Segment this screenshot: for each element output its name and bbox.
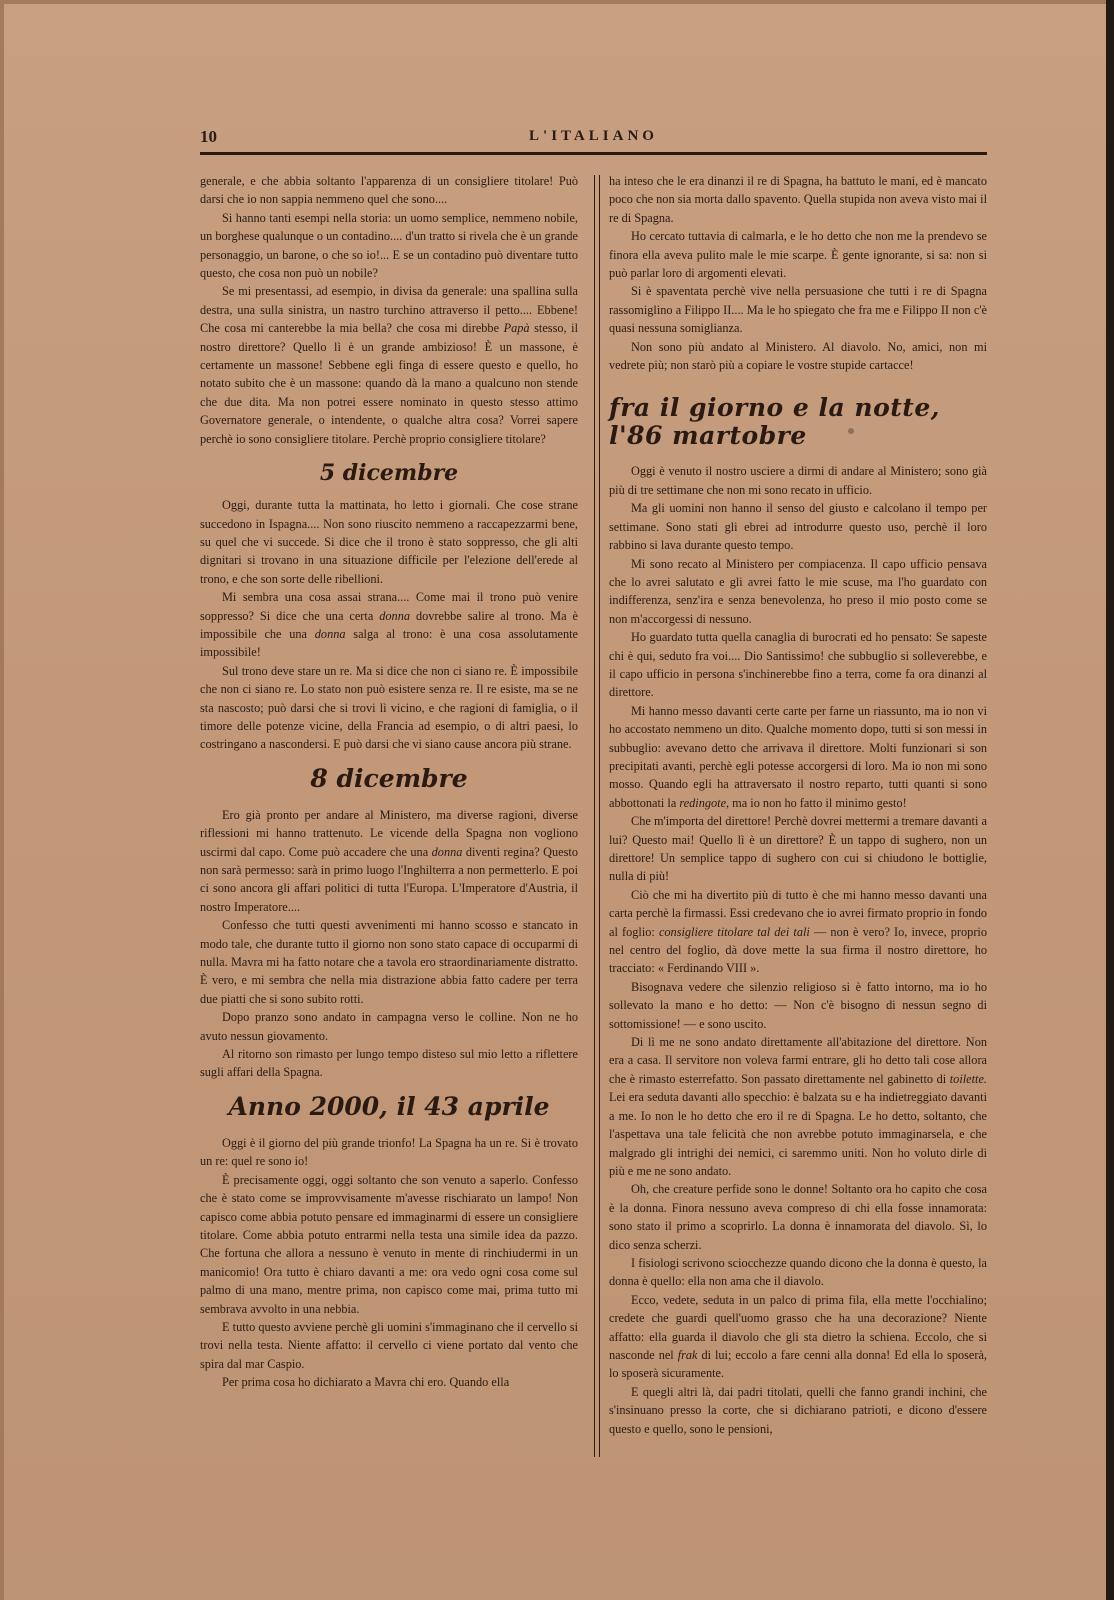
paragraph: Ma gli uomini non hanno il senso del giusto e calcolano il tempo per settimane. Sono stati gli ebrei ad introdurre questo uso, perchè il loro rabbino si lava durante questo tempo. — [609, 501, 987, 553]
paragraph: I fisiologi scrivono sciocchezze quando dicono che la donna è questo, la donna è quello: ella non ama che il diavolo. — [609, 1255, 987, 1289]
italic-text: toilette. — [949, 1071, 987, 1086]
paragraph: Ho guardato tutta quella canaglia di burocrati ed ho pensato: Se sapeste chi è qui, seduto fra voi.... Dio Santissimo! che subbuglio si solleverebbe, e il capo ufficio in persona s'inchinerebbe fino a terra, come fa ora dinanzi al direttore. — [609, 630, 987, 700]
paragraph: Oh, che creature perfide sono le donne! Soltanto ora ho capito che cosa è la donna. Finora nessuno aveva compreso di chi ella fosse innamorata: sono stato il primo a scoprirlo. La donna è innamorata del diavolo. Sì, lo dico senza scherzi. — [609, 1182, 987, 1252]
page-number: 10 — [200, 127, 217, 146]
italic-text: frak — [677, 1347, 698, 1362]
paragraph: generale, e che abbia soltanto l'apparenza di un consigliere titolare! Può darsi che io non sappia nemmeno quel che sono.... — [200, 174, 578, 207]
paragraph: Mi sono recato al Ministero per compiacenza. Il capo ufficio pensava che lo avrei salutato e gli avrei fatto le mie scuse, ma l'ho guardato con indifferenza, senz'ira e senza benevolenza, ho preso il mio posto come se non m'accorgessi di nessuno. — [609, 556, 987, 626]
paragraph: Ciò che mi ha divertito più di tutto è che mi hanno messo davanti una carta perchè la firmassi. Essi credevano che io avrei firmato proprio in fondo al foglio: consigliere titolare tal dei tali — non è vero? Io, invece, proprio nel centro del foglio, dà dove mette la sua firma il nostro direttore, ho tracciato: « Ferdinando VIII ». — [609, 887, 987, 976]
section-heading-anno-2000: Anno 2000, il 43 aprile — [228, 1091, 550, 1121]
paragraph: È precisamente oggi, oggi soltanto che son venuto a saperlo. Confesso che è stato come se improvvisamente m'avesse rischiarato un lampo! Non capisco come abbia potuto pensare ed immaginarmi di essere un consigliere titolare. Come abbia potuto entrarmi nella testa una simile idea da pazzo. Che fortuna che allora a nessuno è venuto in mente di rinchiudermi in un manicomio! Ora tutto è chiaro davanti a me: ora vedo ogni cosa come sul palmo di una mano, mentre prima, non capisco come mai, prima tutto mi sembrava avvolto in una nebbia. — [200, 1172, 578, 1316]
paragraph: Oggi, durante tutta la mattinata, ho letto i giornali. Che cose strane succedono in Ispagna.... Non sono riuscito nemmeno a raccapezzarmi bene, su quel che vi succede. Si dice che il trono è stato soppresso, che gli alti dignitari si trovano in una situazione difficile per l'elezione dell'erede al trono, e che son sorte delle ribellioni. — [200, 498, 578, 586]
page-edge-top — [0, 0, 1114, 4]
paragraph: Che m'importa del direttore! Perchè dovrei mettermi a tremare davanti a lui? Questo mai! Quello lì è un direttore? È un tappo di sughero, non un direttore! Un semplice tappo di sughero con cui si chiudono le bottiglie, nulla di più! — [609, 814, 987, 884]
column-divider — [594, 175, 600, 1457]
italic-text: donna — [379, 608, 410, 623]
paragraph: Bisognava vedere che silenzio religioso si è fatto intorno, ma io ho sollevato la mano e ho detto: — Non c'è bisogno di nessun segno di sottomissione! — e sono uscito. — [609, 979, 987, 1031]
paragraph: Mi hanno messo davanti certe carte per farne un riassunto, ma io non vi ho accostato nemmeno un dito. Qualche momento dopo, tutti si son messi in subbuglio: avevano detto che arrivava il direttore. Molti funzionari si son precipitati avanti, perchè egli potesse accorgersi di loro. Ma io non mi sono mosso. Quando egli ha attraversato il nostro reparto, tutti quanti si sono abbottonati la redingote, ma io non ho fatto il minimo gesto! — [609, 703, 987, 810]
paragraph: Non sono più andato al Ministero. Al diavolo. No, amici, non mi vedrete più; non starò più a copiare le vostre stupide cartacce! — [609, 339, 987, 373]
paragraph: Ero già pronto per andare al Ministero, ma diverse ragioni, diverse riflessioni mi hanno trattenuto. Le vicende della Spagna non vogliono uscirmi dal capo. Come può accadere che una donna diventi regina? Questo non sarà permesso: sarà in primo luogo l'Inghilterra a non permetterlo. E poi ci sono ancora gli affari politici di tutta l'Europa. L'Imperatore d'Austria, il nostro Imperatore.... — [200, 807, 578, 914]
italic-text: donna — [314, 626, 346, 641]
section-heading-8-dicembre: 8 dicembre — [310, 763, 468, 793]
paragraph: Se mi presentassi, ad esempio, in divisa da generale: una spallina sulla destra, una sulla sinistra, un nastro turchino attraverso il petto.... Ebbene! Che cosa mi canterebbe la mia bella? che cosa mi direbbe Papà stesso, il nostro direttore? Quello lì è un grande ambizioso! È un massone, è certamente un massone! Sebbene egli finga di essere questo e quello, ho notato subito che è un massone: quando dà la mano a qualcuno non stende che due dita. Ma non potrei essere nominato in questo stesso attimo Governatore generale, o intendente, o qualche altra cosa? Vorrei sapere perchè io sono consigliere titolare. Perchè proprio consigliere titolare? — [200, 284, 579, 446]
page-edge-left — [0, 0, 4, 1600]
page-edge-right — [1106, 0, 1114, 1600]
running-title: L'ITALIANO — [529, 128, 658, 144]
paragraph: E quegli altri là, dai padri titolati, quelli che fanno grandi inchini, che s'insinuano presso la corte, che si dichiarano patrioti, e dicono d'essere questo e quello, sono le pensioni, — [609, 1384, 987, 1436]
paragraph: Sul trono deve stare un re. Ma si dice che non ci siano re. È impossibile che non ci siano re. Lo stato non può esistere senza re. Il re esiste, ma se ne sta nascosto; può darsi che si trovi lì vicino, e che ragioni di famiglia, o il timore delle potenze vicine, della Francia ad esempio, o di altri paesi, lo costringano a nascondersi. E può darsi che vi siano cause ancora più strane. — [200, 663, 578, 752]
paragraph: Ecco, vedete, seduta in un palco di prima fila, ella mette l'occhialino; credete che guardi quell'uomo grasso che ha una decorazione? Niente affatto: ella guarda il diavolo che gli sta dietro la schiena. Eccolo, che si nasconde nel frak di lui; eccolo a fare cenni alla donna! Ed ella lo sposerà, lo sposerà sicuramente. — [609, 1292, 987, 1381]
paragraph: Ho cercato tuttavia di calmarla, e le ho detto che non me la prendevo se finora ella aveva pulito male le mie scarpe. È gente ignorante, si sa: non si può parlar loro di argomenti elevati. — [609, 229, 987, 281]
paragraph: Dopo pranzo sono andato in campagna verso le colline. Non ne ho avuto nessun giovamento. — [200, 1010, 578, 1043]
paragraph: Per prima cosa ho dichiarato a Mavra chi ero. Quando ella — [222, 1375, 510, 1390]
header-rule — [200, 152, 987, 155]
paragraph: Si è spaventata perchè vive nella persuasione che tutti i re di Spagna rassomiglino a Filippo II.... Ma le ho spiegato che fra me e Filippo II non c'è quasi nessuna somiglianza. — [609, 284, 987, 336]
italic-text: Papà — [503, 321, 530, 336]
section-heading-martobre: fra il giorno e la notte, l'86 martobre — [609, 393, 940, 451]
paragraph: Si hanno tanti esempi nella storia: un uomo semplice, nemmeno nobile, un borghese qualunque o un contadino.... d'un tratto si rivela che è un grande personaggio, un barone, o che so io!... E se un contadino può diventare tutto questo, che cosa non può un nobile? — [200, 210, 578, 281]
paragraph: ha inteso che le era dinanzi il re di Spagna, ha battuto le mani, ed è mancato poco che non sia morta dallo spavento. Quella stupida non aveva visto mai il re di Spagna. — [609, 174, 987, 225]
section-heading-5-dicembre: 5 dicembre — [319, 460, 459, 487]
paragraph: Di lì me ne sono andato direttamente all'abitazione del direttore. Non era a casa. Il servitore non voleva farmi entrare, gli ho detto tali cose allora che è rimasto esterrefatto. Son passato direttamente nel gabinetto di toilette. Lei era seduta davanti allo specchio: è balzata su e ha indietreggiato davanti a me. Io non le ho detto che ero il re di Spagna. Le ho detto, soltanto, che l'aspettava una tale felicità che non avrebbe potuto immaginarsela, e che malgrado gli intrighi dei nemici, ci saremmo uniti. Non ho voluto dirle di più e me ne sono andato. — [609, 1035, 987, 1178]
paragraph: E tutto questo avviene perchè gli uomini s'immaginano che il cervello si trovi nella testa. Niente affatto: il cervello ci viene portato dal vento che spira dal mar Caspio. — [200, 1319, 578, 1371]
left-column — [200, 172, 578, 1392]
ink-spot — [848, 428, 854, 434]
paragraph: Al ritorno son rimasto per lungo tempo disteso sul mio letto a riflettere sugli affari della Spagna. — [200, 1047, 578, 1080]
paragraph: Oggi è il giorno del più grande trionfo! La Spagna ha un re. Si è trovato un re: quel re sono io! — [200, 1135, 578, 1169]
paragraph: Oggi è venuto il nostro usciere a dirmi di andare al Ministero; sono già più di tre settimane che non mi sono recato in ufficio. — [609, 464, 987, 497]
italic-text: redingote, — [679, 795, 730, 810]
paragraph: Mi sembra una cosa assai strana.... Come mai il trono può venire soppresso? Si dice che una certa donna dovrebbe salire al trono. Ma è impossibile che una donna salga al trono: è una cosa assolutamente impossibile! — [200, 590, 579, 660]
paragraph: Confesso che tutti questi avvenimenti mi hanno scosso e stancato in modo tale, che durante tutto il giorno non sono stato capace di occuparmi di nulla. Mavra mi ha fatto notare che a tavola ero straordinariamente distratto. È vero, e mi sembra che nella mia distrazione abbia fatto cadere per terra due piatti che si sono subito rotti. — [200, 918, 578, 1006]
page-header — [200, 127, 987, 153]
right-column — [609, 172, 987, 1438]
italic-text: donna — [431, 844, 463, 859]
italic-text: consigliere titolare tal dei tali — [658, 924, 810, 939]
